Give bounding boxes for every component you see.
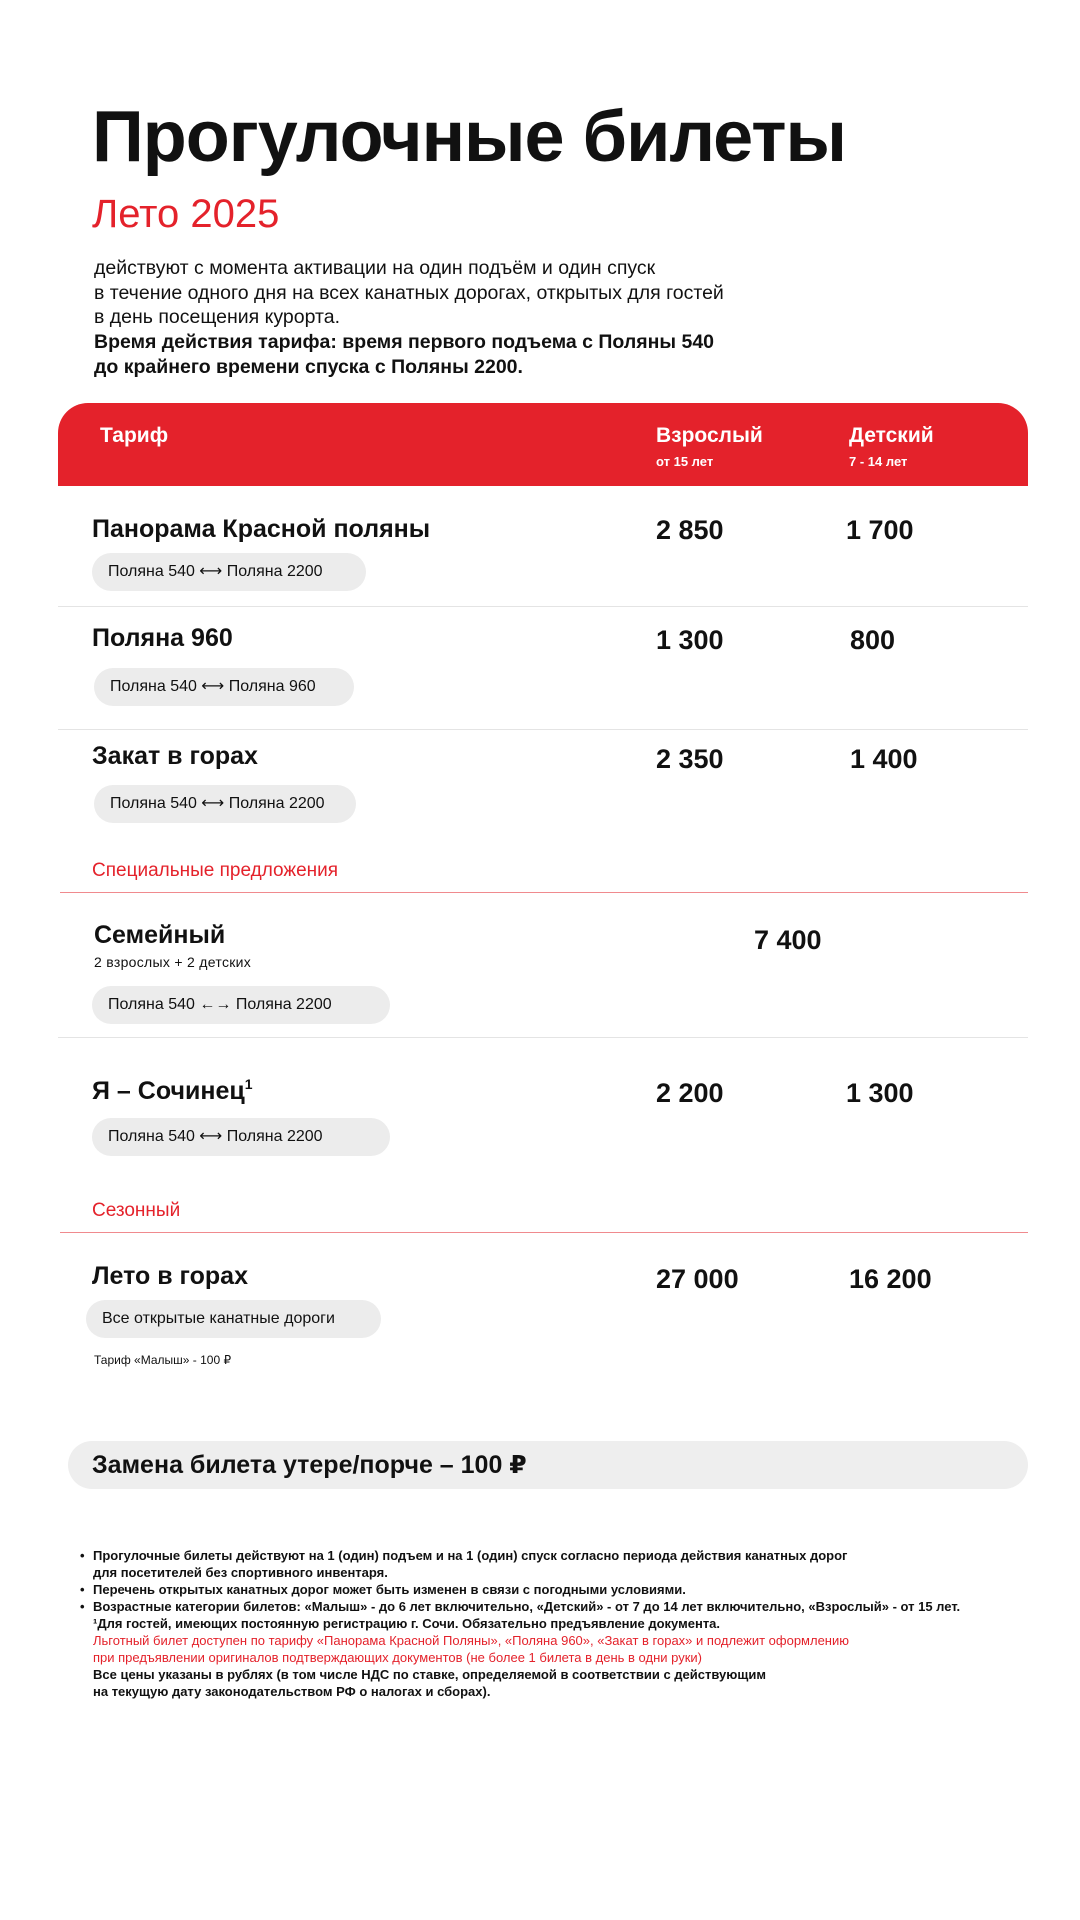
col-tariff-header: Тариф (100, 424, 169, 447)
route-pill: Поляна 540 ⟷ Поляна 2200 (92, 553, 366, 591)
adult-price: 2 850 (656, 515, 724, 545)
route-pill: Поляна 540 ⟷ Поляна 2200 (94, 785, 356, 823)
child-price: 1 300 (846, 1078, 914, 1108)
intro-text (94, 256, 854, 330)
section-divider (60, 892, 1028, 893)
section-special-offers: Специальные предложения (92, 860, 339, 881)
col-child-subheader: 7 - 14 лет (849, 454, 908, 469)
route-pill: Поляна 540 ⟷ Поляна 2200 (92, 1118, 390, 1156)
page-subtitle: Лето 2025 (92, 192, 280, 236)
child-price: 1 400 (850, 744, 918, 774)
route-pill: Все открытые канатные дороги (86, 1300, 381, 1338)
replace-text: Замена билета утере/порче – 100 ₽ (92, 1451, 527, 1479)
intro-line: действуют с момента активации на один подъём и один спуск (94, 257, 656, 279)
row-divider (58, 729, 1028, 730)
page-title: Прогулочные билеты (92, 97, 846, 177)
footnote-line: • Перечень открытых канатных дорог может быть изменен в связи с погодными условиями. (80, 1581, 1040, 1598)
tariff-name: Панорама Красной поляны (92, 515, 431, 543)
footnote-line: Все цены указаны в рублях (в том числе НДС по ставке, определяемой в соответствии с действующим (93, 1667, 766, 1682)
tariff-name-text: Я – Сочинец (92, 1077, 245, 1105)
section-season: Сезонный (92, 1200, 181, 1221)
section-divider (60, 1232, 1028, 1233)
malysh-note: Тариф «Малыш» - 100 ₽ (94, 1353, 232, 1367)
footnote-line: на текущую дату законодательством РФ о налогах и сборах). (93, 1684, 491, 1699)
col-adult-subheader: от 15 лет (656, 454, 714, 469)
adult-price: 27 000 (656, 1264, 739, 1294)
footnote-red-line: при предъявлении оригиналов подтверждающих документов (не более 1 билета в день в одни руки) (93, 1650, 702, 1665)
col-child-header: Детский (849, 424, 934, 447)
footnotes (80, 1547, 1040, 1700)
intro-line: в течение одного дня на всех канатных дорогах, открытых для гостей (94, 281, 724, 304)
route-pill: Поляна 540 ⟷ Поляна 960 (94, 668, 354, 706)
intro-bold-line: Время действия тарифа: время первого подъема с Поляны 540 (94, 331, 715, 353)
route-pill: Поляна 540 ←→ Поляна 2200 (92, 986, 390, 1024)
tariff-name (92, 1076, 253, 1106)
footnote-marker: 1 (244, 1076, 253, 1092)
footnote-line: для посетителей без спортивного инвентаря. (93, 1565, 388, 1580)
col-adult-header: Взрослый (656, 424, 763, 447)
row-divider (58, 606, 1028, 607)
row-divider (58, 1037, 1028, 1038)
footnote-red-line: Льготный билет доступен по тарифу «Панорама Красной Поляны», «Поляна 960», «Закат в горах» и подлежит оформлению (93, 1633, 849, 1648)
adult-price: 2 200 (656, 1078, 724, 1108)
child-price: 800 (850, 625, 896, 655)
tariff-name: Закат в горах (92, 742, 258, 770)
footnote-line: • Прогулочные билеты действуют на 1 (один) подъем и на 1 (один) спуск согласно периода действия канатных дорог (80, 1547, 1040, 1564)
child-price: 16 200 (849, 1264, 932, 1294)
footnote-line: • Возрастные категории билетов: «Малыш» - до 6 лет включительно, «Детский» - от 7 до 14 лет включительно, «Взрослый» - от 15 лет. (80, 1598, 1040, 1615)
intro-validity (94, 330, 714, 379)
child-price: 1 700 (846, 515, 914, 545)
adult-price: 1 300 (656, 625, 724, 655)
intro-bold-line: до крайнего времени спуска с Поляны 2200. (94, 355, 523, 378)
tariff-name: Семейный (94, 921, 226, 949)
tariff-name: Поляна 960 (92, 624, 233, 652)
tariff-name: Лето в горах (92, 1262, 248, 1290)
family-price: 7 400 (754, 925, 822, 955)
adult-price: 2 350 (656, 744, 724, 774)
tariff-subtitle: 2 взрослых + 2 детских (94, 954, 252, 970)
footnote-line: ¹Для гостей, имеющих постоянную регистрацию г. Сочи. Обязательно предъявление документа. (93, 1616, 721, 1631)
intro-line: в день посещения курорта. (94, 306, 341, 328)
